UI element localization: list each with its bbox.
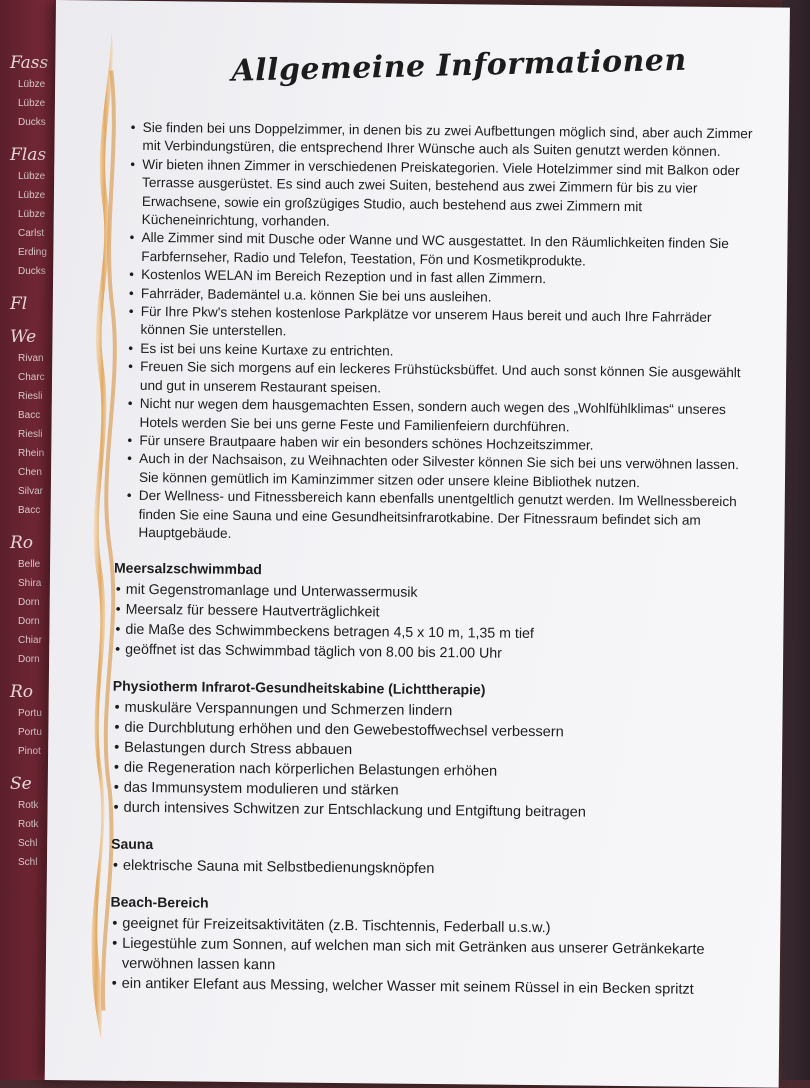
menu-heading: Ro	[10, 533, 34, 553]
list-item: • durch intensives Schwitzen zur Entschlackung und Entgiftung beitragen	[121, 798, 753, 825]
menu-row: Silvar	[18, 486, 44, 497]
section-list	[111, 856, 753, 883]
menu-row: Rotk	[18, 819, 39, 830]
menu-row: Lübze	[18, 209, 46, 220]
menu-row: Rhein	[18, 448, 45, 459]
menu-heading: Ro	[10, 682, 34, 702]
list-item: • Für unsere Brautpaare haben wir ein besonders schönes Hochzeitszimmer.	[139, 432, 757, 457]
menu-heading: Fl	[10, 294, 28, 314]
list-item: • die Regeneration nach körperlichen Belastungen erhöhen	[122, 758, 754, 785]
section-list	[113, 580, 756, 667]
list-item: • muskuläre Verspannungen und Schmerzen lindern	[122, 698, 754, 725]
menu-row: Rivan	[18, 353, 44, 364]
menu-row: Portu	[18, 727, 42, 738]
list-item: • Belastungen durch Stress abbauen	[122, 738, 754, 765]
menu-row: Lübze	[18, 98, 46, 109]
menu-row: Riesli	[18, 391, 43, 402]
menu-heading: Se	[10, 774, 32, 794]
menu-row: Riesli	[18, 429, 43, 440]
list-item: • Fahrräder, Bademäntel u.a. können Sie bei uns ausleihen.	[141, 285, 759, 310]
section-pool	[113, 558, 756, 667]
list-item: • Der Wellness- und Fitnessbereich kann ebenfalls unentgeltlich genutzt werden. Im Wellnessbereich finden Sie eine Sauna und eine Gesundheitsinfrarotkabine. Der Fitnessraum befindet sich am Hauptgebäude.	[138, 487, 757, 549]
menu-row: Portu	[18, 708, 42, 719]
list-item: • Für Ihre Pkw's stehen kostenlose Parkplätze vor unserem Haus bereit und auch Ihre Fahrräder können Sie unterstellen.	[140, 303, 758, 346]
menu-row: Dorn	[18, 654, 40, 665]
menu-row: Lübze	[18, 79, 46, 90]
menu-row: Ducks	[18, 117, 46, 128]
list-item: • Nicht nur wegen dem hausgemachten Essen, sondern auch wegen des „Wohlfühlklimas“ unseres Hotels werden Sie bei uns gerne Feste und Familienfeiern durchführen.	[139, 395, 757, 438]
section-title: Meersalzschwimmbad	[113, 559, 262, 578]
list-item: • Sie finden bei uns Doppelzimmer, in denen bis zu zwei Aufbettungen möglich sind, aber auch Zimmer mit Verbindungstüren, die entsprechend Ihrer Wünsche auch als Suiten genutzt werden können.	[142, 119, 760, 162]
menu-row: Shira	[18, 578, 42, 589]
list-item: • Alle Zimmer sind mit Dusche oder Wanne und WC ausgestattet. In den Räumlichkeiten finden Sie Farbfernseher, Radio und Telefon, Teestation, Fön und Kosmetikprodukte.	[141, 229, 759, 272]
content	[110, 119, 761, 1001]
list-item: • Meersalz für bessere Hautverträglichkeit	[124, 600, 756, 627]
menu-row: Lübze	[18, 171, 46, 182]
menu-row: Ducks	[18, 266, 46, 277]
list-item: • die Maße des Schwimmbeckens betragen 4,5 x 10 m, 1,35 m tief	[123, 620, 755, 647]
list-item: • geeignet für Freizeitsaktivitäten (z.B. Tischtennis, Federball u.s.w.)	[120, 914, 752, 941]
section-title: Sauna	[111, 835, 154, 853]
menu-row: Dorn	[18, 597, 40, 608]
menu-heading: We	[10, 327, 37, 347]
menu-row: Chen	[18, 467, 42, 478]
info-sheet	[45, 0, 790, 1088]
list-item: • mit Gegenstromanlage und Unterwassermusik	[124, 580, 756, 607]
list-item: • Wir bieten ihnen Zimmer in verschiedenen Preiskategorien. Viele Hotelzimmer sind mit Balkon oder Terrasse ausgerüstet. Es sind auch zwei Suiten, bestehend aus zwei Zimmern für bis zu vier Erwachsene, sowie ein großzügiges Studio, auch bestehend aus zwei Zimmern mit Kücheneinrichtung, vorhanden.	[142, 156, 761, 236]
menu-row: Chiar	[18, 635, 42, 646]
list-item: • die Durchblutung erhöhen und den Gewebestoffwechsel verbessern	[122, 718, 754, 745]
list-item: • das Immunsystem modulieren und stärken	[122, 778, 754, 805]
list-item: • Freuen Sie sich morgens auf ein leckeres Frühstücksbüffet. Und auch sonst können Sie ausgewählt und gut in unserem Restaurant speisen.	[140, 358, 758, 401]
menu-heading: Fass	[10, 53, 49, 73]
section-title: Beach-Bereich	[110, 893, 209, 911]
menu-row: Dorn	[18, 616, 40, 627]
menu-row: Carlst	[18, 228, 45, 239]
menu-row: Erding	[18, 247, 47, 258]
menu-heading: Flas	[10, 145, 47, 165]
menu-row: Schl	[18, 838, 38, 849]
menu-row: Charc	[18, 372, 45, 383]
menu-row: Lübze	[18, 190, 46, 201]
list-item: • Auch in der Nachsaison, zu Weihnachten oder Silvester können Sie sich bei uns verwöhnen lassen. Sie können gemütlich im Kaminzimmer sitzen oder unsere kleine Bibliothek nutzen.	[139, 450, 757, 493]
menu-row: Rotk	[18, 800, 39, 811]
intro-list	[114, 119, 760, 549]
list-item: • Kostenlos WELAN im Bereich Rezeption und in fast allen Zimmern.	[141, 266, 759, 291]
list-item: • Liegestühle zum Sonnen, auf welchen man sich mit Getränken aus unserer Getränkekarte verwöhnen lassen kann	[120, 934, 752, 981]
list-item: • elektrische Sauna mit Selbstbedienungsknöpfen	[121, 856, 753, 883]
menu-row: Bacc	[18, 410, 41, 421]
section-beach	[110, 892, 753, 1001]
list-item: • geöffnet ist das Schwimmbad täglich von 8.00 bis 21.00 Uhr	[123, 640, 755, 667]
section-infrared-cabin	[111, 676, 754, 825]
page-title: Allgemeine Informationen	[230, 42, 688, 89]
section-list	[111, 698, 754, 825]
section-list	[110, 914, 753, 1001]
section-title: Physiotherm Infrarot-Gesundheitskabine (Lichttherapie)	[112, 677, 486, 698]
section-sauna	[111, 834, 753, 883]
menu-row: Belle	[18, 559, 41, 570]
menu-row: Pinot	[18, 746, 41, 757]
list-item: • Es ist bei uns keine Kurtaxe zu entrichten.	[140, 340, 758, 365]
list-item: • ein antiker Elefant aus Messing, welcher Wasser mit seinem Rüssel in ein Becken spritzt	[120, 974, 752, 1001]
menu-row: Schl	[18, 857, 38, 868]
menu-row: Bacc	[18, 505, 41, 516]
